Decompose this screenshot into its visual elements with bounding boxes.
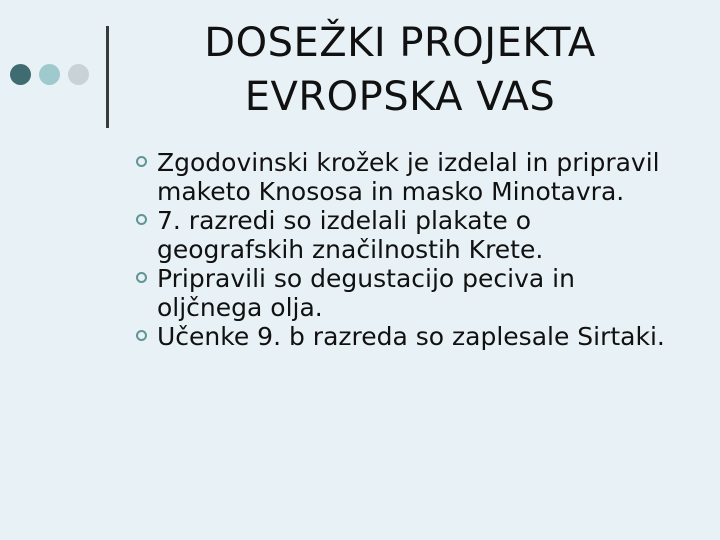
list-item	[120, 148, 680, 206]
bullet-circle-icon	[136, 272, 147, 283]
list-item-text: 7. razredi so izdelali plakate o geografskih značilnostih Krete.	[157, 206, 544, 264]
grey-dot-icon	[68, 64, 89, 85]
title-line-2: EVROPSKA VAS	[244, 74, 556, 120]
bullet-list	[120, 148, 680, 351]
title-line-1: DOSEŽKI PROJEKTA	[204, 20, 596, 66]
list-item-text: Zgodovinski krožek je izdelal in pripravil maketo Knososa in masko Minotavra.	[157, 148, 660, 206]
title-divider	[106, 26, 109, 128]
list-item	[120, 322, 680, 351]
list-item-text: Učenke 9. b razreda so zaplesale Sirtaki.	[157, 322, 665, 351]
list-item	[120, 206, 680, 264]
slide-title	[120, 16, 680, 124]
bullet-circle-icon	[136, 330, 147, 341]
bullet-circle-icon	[136, 156, 147, 167]
decorative-dots	[10, 64, 100, 86]
dark-dot-icon	[10, 64, 31, 85]
list-item	[120, 264, 680, 322]
light-dot-icon	[39, 64, 60, 85]
bullet-circle-icon	[136, 214, 147, 225]
list-item-text: Pripravili so degustacijo peciva in oljčnega olja.	[157, 264, 575, 322]
